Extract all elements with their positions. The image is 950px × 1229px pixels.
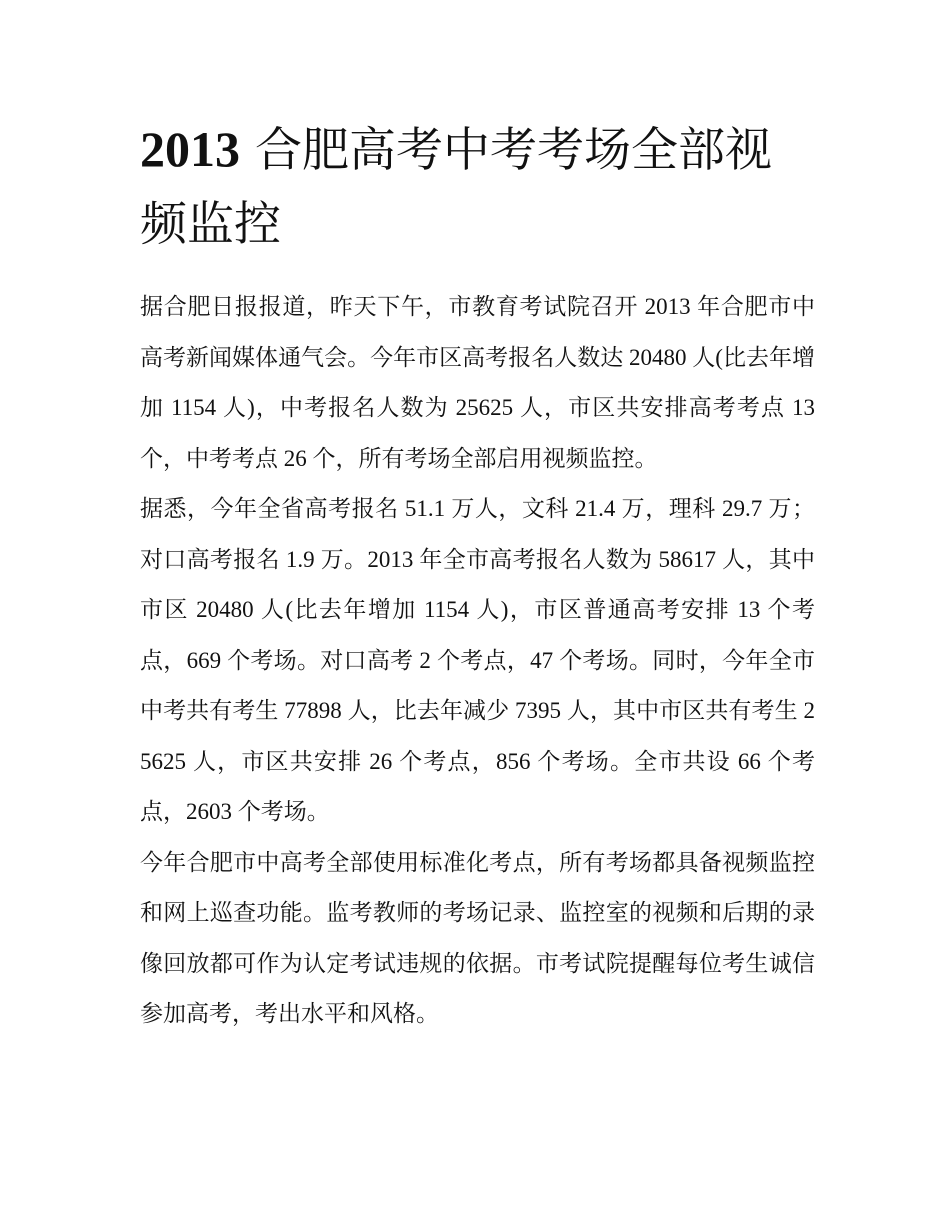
paragraph-3: 今年合肥市中高考全部使用标准化考点，所有考场都具备视频监控和网上巡查功能。监考教师的考场记录、监控室的视频和后期的录像回放都可作为认定考试违规的依据。市考试院提醒每位考生诚信参加高考，考出水平和风格。 <box>140 849 815 1026</box>
paragraph-1: 据合肥日报报道，昨天下午，市教育考试院召开 2013 年合肥市中高考新闻媒体通气会。今年市区高考报名人数达 20480 人(比去年增加 1154 人)，中考报名人数为 25625 人，市区共安排高考考点 13 个，中考考点 26 个，所有考场全部启用视频监控。 <box>140 294 816 471</box>
article-body <box>140 282 815 1040</box>
title-text: 合肥高考中考考场全部视频监控 <box>140 123 772 252</box>
article <box>140 112 815 1040</box>
title-year: 2013 <box>140 121 240 177</box>
article-title <box>140 112 815 262</box>
paragraph-2: 据悉，今年全省高考报名 51.1 万人，文科 21.4 万，理科 29.7 万；对口高考报名 1.9 万。2013 年全市高考报名人数为 58617 人，其中市区 20480 人(比去年增加 1154 人)，市区普通高考安排 13 个考点，669 个考场。对口高考 2 个考点，47 个考场。同时，今年全市中考共有考生 77898 人，比去年减少 7395 人，其中市区共有考生 25625 人，市区共安排 26 个考点，856 个考场。全市共设 66 个考点，2603 个考场。 <box>140 496 815 824</box>
